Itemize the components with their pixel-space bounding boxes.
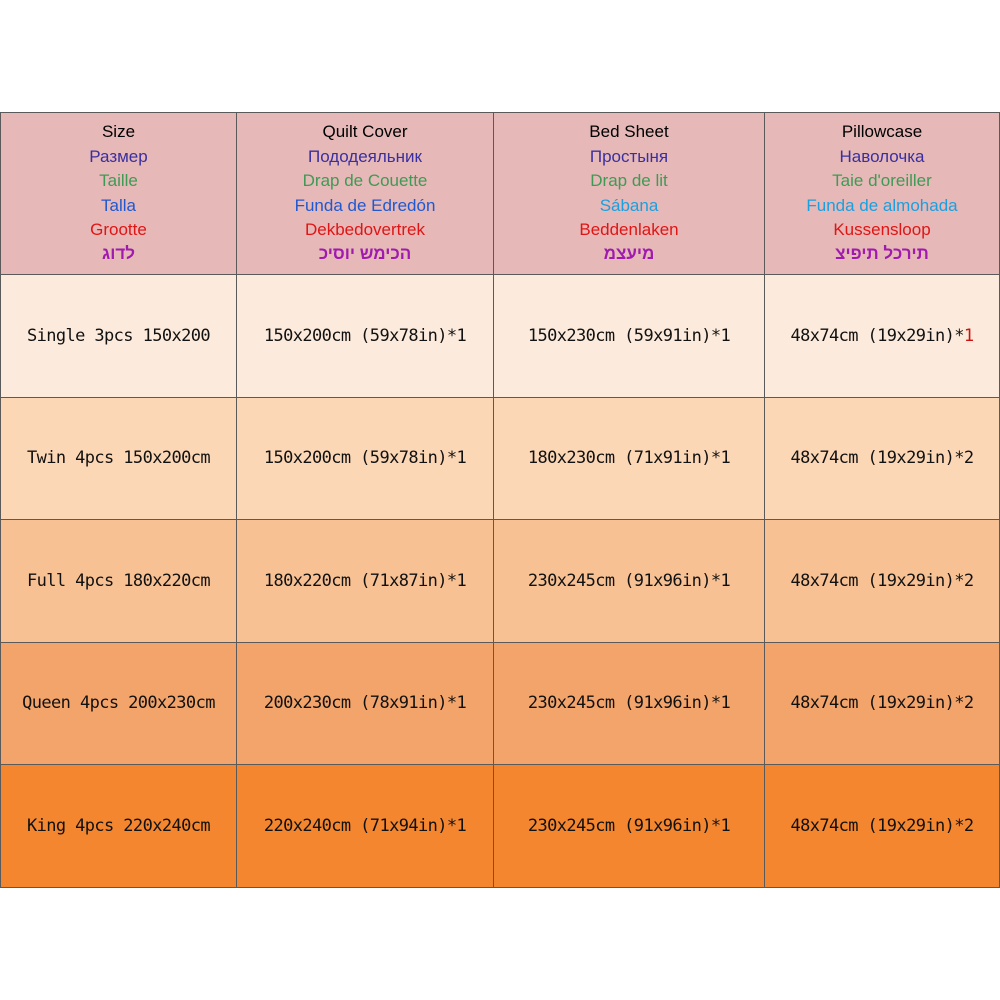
pillowcase-cell: 48x74cm (19x29in)*2 — [765, 642, 1000, 765]
pillowcase-cell — [765, 275, 1000, 398]
header-pillow-ru: Наволочка — [839, 146, 925, 166]
size-chart-table — [0, 112, 1000, 888]
quilt-cover-cell: 180x220cm (71x87in)*1 — [237, 520, 494, 643]
header-sheet-he: מיעצמ — [603, 244, 655, 264]
header-row — [1, 113, 1000, 275]
quilt-cover-cell: 220x240cm (71x94in)*1 — [237, 765, 494, 888]
bed-sheet-cell: 180x230cm (71x91in)*1 — [494, 397, 765, 520]
header-pillow-es: Funda de almohada — [806, 195, 958, 215]
header-pillow-nl: Kussensloop — [833, 219, 931, 239]
header-size-fr: Taille — [99, 171, 138, 191]
size-cell: King 4pcs 220x240cm — [1, 765, 237, 888]
header-sheet-en: Bed Sheet — [589, 122, 669, 142]
header-bed-sheet — [494, 113, 765, 275]
size-cell: Single 3pcs 150x200 — [1, 275, 237, 398]
table-row — [1, 520, 1000, 643]
bed-sheet-cell: 230x245cm (91x96in)*1 — [494, 642, 765, 765]
pillowcase-size: 48x74cm (19x29in)* — [790, 325, 964, 346]
header-quilt-cover — [237, 113, 494, 275]
header-size-es: Talla — [101, 195, 136, 215]
header-size-en: Size — [101, 122, 136, 142]
header-quilt-he: הכימש יוסיכ — [318, 244, 412, 264]
table-row — [1, 642, 1000, 765]
header-pillow-fr: Taie d'oreiller — [832, 171, 932, 191]
size-cell: Twin 4pcs 150x200cm — [1, 397, 237, 520]
bed-sheet-cell: 150x230cm (59x91in)*1 — [494, 275, 765, 398]
header-quilt-en: Quilt Cover — [322, 122, 408, 142]
header-size-he: לדוג — [102, 244, 135, 264]
bed-sheet-cell: 230x245cm (91x96in)*1 — [494, 520, 765, 643]
header-pillowcase — [765, 113, 1000, 275]
quilt-cover-cell: 150x200cm (59x78in)*1 — [237, 397, 494, 520]
header-size-ru: Размер — [89, 146, 148, 166]
header-sheet-fr: Drap de lit — [590, 171, 668, 191]
quilt-cover-cell: 200x230cm (78x91in)*1 — [237, 642, 494, 765]
header-sheet-es: Sábana — [599, 195, 659, 215]
table-row — [1, 397, 1000, 520]
header-quilt-nl: Dekbedovertrek — [304, 219, 425, 239]
pillowcase-cell: 48x74cm (19x29in)*2 — [765, 520, 1000, 643]
pillowcase-qty: 1 — [963, 325, 974, 346]
header-quilt-es: Funda de Edredón — [294, 195, 436, 215]
table-row — [1, 765, 1000, 888]
table-row — [1, 275, 1000, 398]
bed-sheet-cell: 230x245cm (91x96in)*1 — [494, 765, 765, 888]
size-cell: Full 4pcs 180x220cm — [1, 520, 237, 643]
pillowcase-cell: 48x74cm (19x29in)*2 — [765, 397, 1000, 520]
header-sheet-ru: Простыня — [589, 146, 669, 166]
quilt-cover-cell: 150x200cm (59x78in)*1 — [237, 275, 494, 398]
size-cell: Queen 4pcs 200x230cm — [1, 642, 237, 765]
header-sheet-nl: Beddenlaken — [579, 219, 679, 239]
header-pillow-he: תירכל תיפיצ — [835, 244, 929, 264]
header-quilt-fr: Drap de Couette — [302, 171, 428, 191]
header-size — [1, 113, 237, 275]
pillowcase-cell: 48x74cm (19x29in)*2 — [765, 765, 1000, 888]
header-size-nl: Grootte — [90, 219, 147, 239]
header-pillow-en: Pillowcase — [841, 122, 923, 142]
header-quilt-ru: Пододеяльник — [308, 146, 422, 166]
